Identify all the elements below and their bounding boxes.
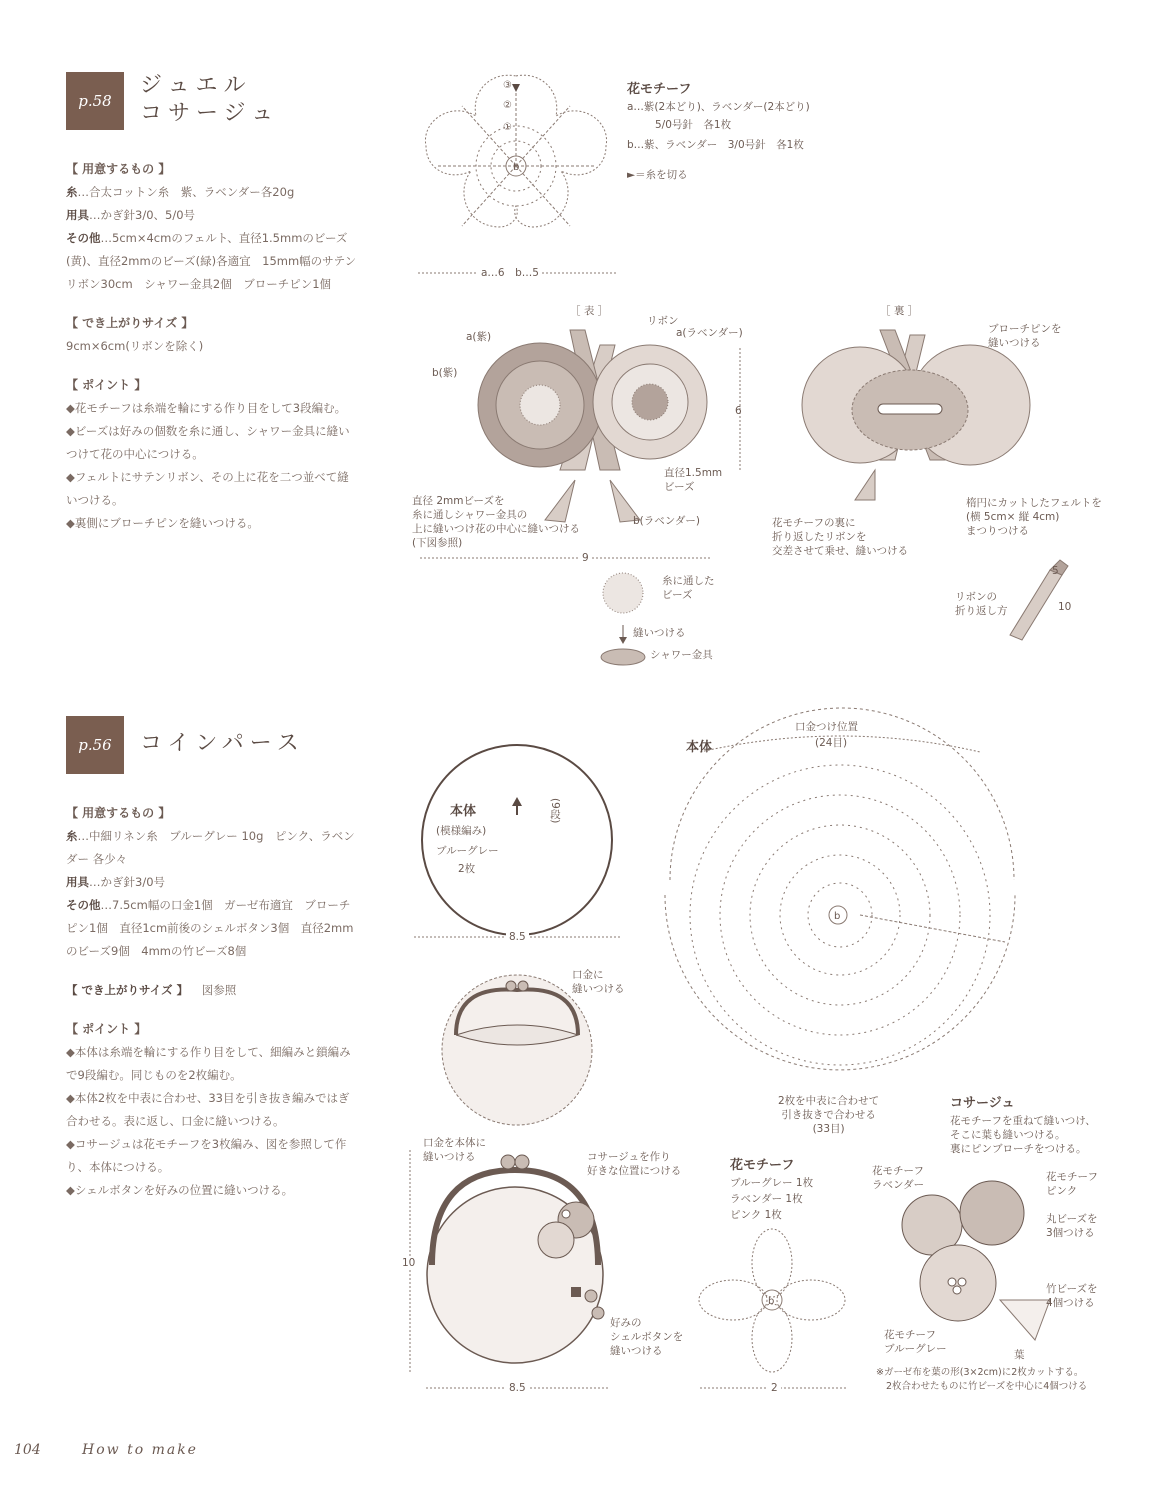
- point-item: ◆本体2枚を中表に合わせ、33目を引き抜き編みではぎ合わせる。表に返し、口金に縫いつける。: [66, 1091, 350, 1128]
- page-ref-badge: p.56: [66, 716, 124, 774]
- pin-label: ブローチピンを 縫いつける: [988, 323, 1062, 349]
- size-heading: 【 でき上がりサイズ 】: [66, 983, 189, 997]
- point-item: ◆コサージュは花モチーフを3枚編み、図を参照して作り、本体につける。: [66, 1137, 347, 1174]
- point-item: ◆シェルボタンを好みの位置に縫いつける。: [66, 1183, 294, 1197]
- note-2: 2枚合わせたものに竹ビーズを中心に4個つける: [886, 1381, 1088, 1392]
- material-item: その他…5cm×4cmのフェルト、直径1.5mmのビーズ(黄)、直径2mmのビーズ(緑)各適宜 15mm幅のサテンリボン30cm シャワー金具2個 ブローチピン1個: [66, 231, 357, 291]
- point-item: ◆ビーズは好みの個数を糸に通し、シャワー金具に縫いつけて花の中心につける。: [66, 424, 350, 461]
- beads-15-label: 直径1.5mm ビーズ: [664, 467, 723, 493]
- height-dim: 6: [735, 405, 742, 417]
- motif-line-2: 5/0号針 各1枚: [655, 119, 732, 131]
- title-line-2: コサージュ: [140, 101, 280, 126]
- materials-column: [66, 790, 358, 1202]
- title-line-1: ジュエル: [140, 73, 252, 98]
- body-rows: (9段): [549, 798, 561, 824]
- material-item: 用具…かぎ針3/0号: [66, 875, 166, 889]
- size-value: 図参照: [201, 983, 237, 997]
- row-label-3: ③: [503, 80, 512, 91]
- point-item: ◆裏側にブローチピンを縫いつける。: [66, 516, 259, 530]
- material-item: 用具…かぎ針3/0、5/0号: [66, 208, 196, 222]
- page-number: 104: [14, 1442, 41, 1458]
- ribbon-fold-icon: [1010, 570, 1062, 640]
- frame-count-label: (24目): [815, 737, 848, 749]
- sew-body-label: 口金を本体に 縫いつける: [423, 1137, 486, 1163]
- size-value: 9cm×6cm(リボンを除く): [66, 339, 204, 353]
- front-heading: ［ 表 ］: [570, 305, 609, 317]
- point-item: ◆フェルトにサテンリボン、その上に花を二つ並べて縫いつける。: [66, 470, 349, 507]
- motif2-line-1: ブルーグレー 1枚: [730, 1177, 814, 1189]
- corsage-title: コサージュ: [950, 1096, 1015, 1111]
- point-item: ◆花モチーフは糸端を輪にする作り目をして3段編む。: [66, 401, 347, 415]
- purse-frame-illustration: [442, 975, 592, 1125]
- motif2-line-2: ラベンダー 1枚: [730, 1193, 803, 1205]
- frame-position-label: 口金つけ位置: [795, 721, 858, 733]
- row-label-1: ①: [503, 122, 512, 133]
- brooch-pin-icon: [878, 404, 942, 414]
- corsage-back-illustration: [802, 330, 1030, 500]
- ribbon-back-label: 花モチーフの裏に 折り返したリボンを 交差させて乗せ、縫いつける: [772, 517, 909, 557]
- body-count: 2枚: [458, 863, 476, 875]
- page-ref-badge: p.58: [66, 72, 124, 130]
- b-purple-label: b(紫): [432, 367, 458, 379]
- points-heading: 【 ポイント 】: [66, 378, 147, 392]
- note-1: ※ガーゼ布を葉の形(3×2cm)に2枚カットする。: [876, 1367, 1084, 1378]
- corsage-description: 花モチーフを重ねて縫いつけ、 そこに葉も縫いつける。 裏にピンブローチをつける。: [950, 1115, 1096, 1155]
- motif2-title: 花モチーフ: [730, 1158, 795, 1173]
- flower-crochet-chart: [425, 75, 606, 227]
- motif-dimensions: a…6 b…5: [478, 266, 542, 280]
- point-item: ◆本体は糸端を輪にする作り目をして、細編みと鎖編みで9段編む。同じものを2枚編む。: [66, 1045, 351, 1082]
- finished-height: 10: [402, 1257, 416, 1269]
- back-heading: ［ 裏 ］: [880, 305, 919, 317]
- materials-heading: 【 用意するもの 】: [66, 806, 171, 820]
- sew-label: 縫いつける: [633, 627, 686, 639]
- chart-title: 本体: [686, 740, 713, 755]
- body-color: ブルーグレー: [436, 845, 499, 857]
- shower-fitting-icon: [601, 649, 645, 665]
- size-row: [66, 979, 358, 1002]
- beads-2-label: 直径 2mmビーズを 糸に通しシャワー金具の 上に縫いつけ花の中心に縫いつける (下図参照): [412, 495, 580, 549]
- materials-heading: 【 用意するもの 】: [66, 162, 171, 176]
- bamboo-beads-label: 竹ビーズを 4個つける: [1046, 1283, 1098, 1309]
- leaf-label: 葉: [1014, 1349, 1025, 1361]
- arrow-head-icon: [619, 637, 627, 644]
- motif-center-mark: b: [768, 1296, 775, 1307]
- material-item: その他…7.5cm幅の口金1個 ガーゼ布適宜 ブローチピン1個 直径1cm前後のシェルボタン3個 直径2mmのビーズ9個 4mmの竹ビーズ8個: [66, 898, 354, 958]
- shower-label: シャワー金具: [650, 649, 713, 661]
- purse-crochet-chart: [665, 708, 1015, 1070]
- cut-legend: ►＝糸を切る: [627, 169, 688, 181]
- frame-sew-label: 口金に 縫いつける: [572, 969, 625, 995]
- round-beads-label: 丸ビーズを 3個つける: [1046, 1213, 1098, 1239]
- body-title: 本体: [450, 804, 477, 819]
- chart-center-mark: b: [834, 911, 841, 922]
- motif-title: 花モチーフ: [627, 82, 692, 97]
- motif2-width: 2: [768, 1381, 781, 1395]
- a-lavender-label: a(ラベンダー): [676, 327, 743, 339]
- size-heading: 【 でき上がりサイズ 】: [66, 316, 194, 330]
- a-purple-label: a(紫): [466, 331, 492, 343]
- ribbon-fold-10: 10: [1058, 601, 1072, 613]
- row-label-2: ②: [503, 100, 512, 111]
- finished-width: 8.5: [506, 1381, 529, 1395]
- bluegray-label: 花モチーフ ブルーグレー: [884, 1329, 947, 1355]
- shell-button-label: 好みの シェルボタンを 縫いつける: [610, 1317, 684, 1357]
- corsage-position-label: コサージュを作り 好きな位置につける: [587, 1151, 682, 1177]
- width-dim: 9: [579, 551, 592, 565]
- motif-line-3: b…紫、ラベンダー 3/0号針 各1枚: [627, 139, 804, 151]
- points-list: [66, 1041, 358, 1202]
- material-item: 糸…合太コットン糸 紫、ラベンダー各20g: [66, 185, 295, 199]
- beads-icon: [603, 573, 643, 613]
- pink-label: 花モチーフ ピンク: [1046, 1171, 1098, 1197]
- finished-purse-illustration: [427, 1155, 604, 1363]
- join-label: 2枚を中表に合わせて 引き抜きで合わせる (33目): [778, 1095, 880, 1135]
- threaded-beads-label: 糸に通した ビーズ: [662, 575, 715, 601]
- corsage-composite-illustration: [902, 1181, 1050, 1340]
- body-stitch: (模様編み): [436, 825, 487, 837]
- cut-arrow-icon: [512, 84, 520, 92]
- ribbon-fold-5: 5: [1052, 565, 1059, 577]
- b-lavender-label: b(ラベンダー): [633, 515, 700, 527]
- direction-arrow-head-icon: [512, 797, 522, 806]
- body-width: 8.5: [506, 930, 529, 944]
- ribbon-label: リボン: [647, 315, 679, 327]
- points-heading: 【 ポイント 】: [66, 1022, 147, 1036]
- section-title: コインパース: [140, 731, 305, 756]
- material-item: 糸…中細リネン糸 ブルーグレー 10g ピンク、ラベンダー 各少々: [66, 829, 355, 866]
- materials-list: [66, 825, 358, 963]
- flower-center-mark: b: [513, 162, 520, 173]
- ribbon-fold-label: リボンの 折り返し方: [955, 591, 1008, 617]
- body-circle: [422, 745, 612, 935]
- motif2-line-3: ピンク 1枚: [730, 1209, 782, 1221]
- lavender-label: 花モチーフ ラベンダー: [872, 1165, 925, 1191]
- felt-label: 楕円にカットしたフェルトを (横 5cm× 縦 4cm) まつりつける: [966, 497, 1102, 537]
- footer-text: How to make: [82, 1442, 198, 1458]
- motif-line-1: a…紫(2本どり)、ラベンダー(2本どり): [627, 101, 810, 113]
